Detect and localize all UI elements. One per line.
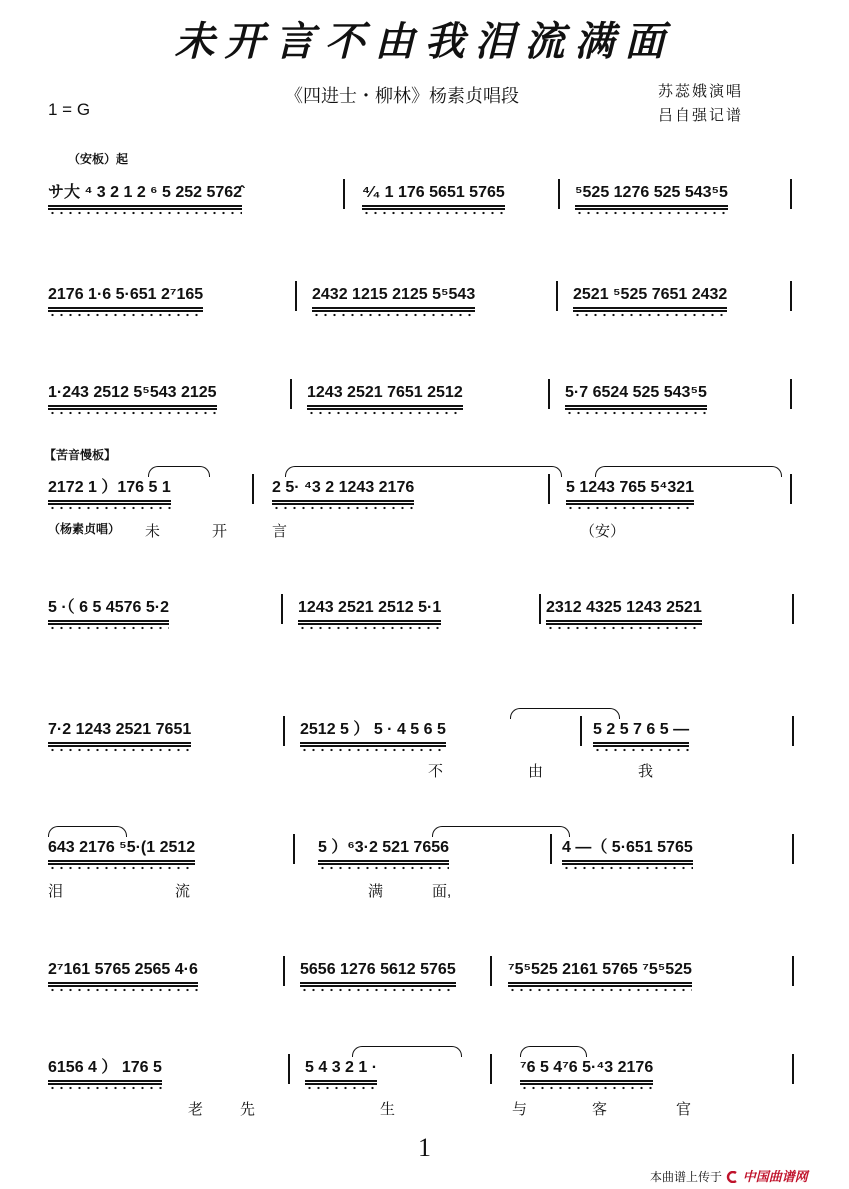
underline-beam (566, 503, 694, 505)
footer-prefix: 本曲谱上传于 (650, 1170, 723, 1184)
lyric-syllable: 与 (512, 1101, 528, 1118)
lyric-syllable: 客 (592, 1101, 608, 1118)
lyric-syllable: 泪 (48, 883, 64, 900)
measure-notes: ⁷5⁵525 2161 5765 ⁷5⁵525 (508, 960, 692, 980)
measure-notes: 5 ·（ 6 5 4576 5·2 (48, 598, 169, 618)
underline-beam (593, 742, 689, 744)
underline-beam (566, 500, 694, 502)
underline-beam (48, 503, 171, 505)
lyric-syllable: 老 (188, 1101, 204, 1118)
octave-dots (48, 748, 191, 752)
measure-notes: 5 1243 765 5⁴321 (566, 478, 694, 498)
octave-dots (300, 748, 446, 752)
underline-beam (318, 860, 449, 862)
measure-notes: サ大 ⁴ 3 2 1 2 ⁶ 5 252 5762̂ (48, 183, 242, 203)
underline-beam (48, 205, 242, 207)
score-line (0, 838, 849, 918)
underline-beam (546, 620, 702, 622)
octave-dots (48, 313, 203, 317)
underline-beam (48, 208, 242, 210)
barline (550, 834, 552, 864)
octave-dots (305, 1086, 377, 1090)
site-logo-icon (725, 1171, 739, 1183)
slur-mark (285, 466, 562, 477)
underline-beam (305, 1083, 377, 1085)
footer-brand: 中国曲谱网 (742, 1169, 808, 1184)
octave-dots (362, 211, 505, 215)
measure-notes: 2312 4325 1243 2521 (546, 598, 702, 618)
underline-beam (48, 1083, 162, 1085)
octave-dots (48, 866, 195, 870)
score-line (0, 183, 849, 263)
underline-beam (48, 982, 198, 984)
score-line (0, 598, 849, 678)
octave-dots (565, 411, 707, 415)
underline-beam (298, 620, 441, 622)
underline-beam (565, 408, 707, 410)
barline (792, 956, 794, 986)
underline-beam (48, 500, 171, 502)
underline-beam (520, 1083, 653, 1085)
measure-notes: 5 2 5 7 6 5 — (593, 720, 689, 740)
octave-dots (573, 313, 727, 317)
octave-dots (508, 988, 692, 992)
underline-beam (362, 208, 505, 210)
octave-dots (298, 626, 441, 630)
barline (556, 281, 558, 311)
page-number: 1 (418, 1133, 431, 1162)
key-signature: 1 = G (48, 100, 91, 119)
lyric-syllable: 先 (240, 1101, 256, 1118)
underline-beam (305, 1080, 377, 1082)
underline-beam (565, 405, 707, 407)
underline-beam (312, 307, 475, 309)
slur-mark (520, 1046, 587, 1057)
score-line (0, 478, 849, 558)
octave-dots (312, 313, 475, 317)
octave-dots (48, 506, 171, 510)
barline (343, 179, 345, 209)
slur-mark (48, 826, 127, 837)
barline (548, 379, 550, 409)
slur-mark (595, 466, 782, 477)
measure-notes: 643 2176 ⁵5·(1 2512 (48, 838, 195, 858)
lyric-syllable: 满 (368, 883, 384, 900)
barline (283, 716, 285, 746)
barline (790, 281, 792, 311)
underline-beam (318, 863, 449, 865)
underline-beam (300, 982, 456, 984)
octave-dots (48, 411, 217, 415)
measure-notes: 1·243 2512 5⁵543 2125 (48, 383, 217, 403)
singer-credit: 苏蕊娥演唱 (658, 83, 744, 100)
barline (293, 834, 295, 864)
lyric-syllable: 面, (432, 883, 452, 900)
barline (548, 474, 550, 504)
barline (792, 716, 794, 746)
measure-notes: 1243 2521 2512 5·1 (298, 598, 441, 618)
lyric-syllable: 生 (380, 1101, 396, 1118)
slur-mark (432, 826, 570, 837)
slur-mark (352, 1046, 462, 1057)
lyric-syllable: 流 (175, 883, 191, 900)
measure-notes: 2172 1 ）176 5 1 (48, 478, 171, 498)
octave-dots (318, 866, 449, 870)
underline-beam (272, 500, 414, 502)
octave-dots (300, 988, 456, 992)
underline-beam (362, 205, 505, 207)
underline-beam (48, 310, 203, 312)
measure-notes: ⁷6 5 4⁷6 5·⁴3 2176 (520, 1058, 653, 1078)
lyric-syllable: 不 (428, 763, 444, 780)
underline-beam (573, 310, 727, 312)
barline (790, 379, 792, 409)
tempo-marker-kuyin: 【苦音慢板】 (44, 448, 117, 462)
barline (792, 594, 794, 624)
measure-notes: 2521 ⁵525 7651 2432 (573, 285, 727, 305)
score-title: 未开言不由我泪流满面 (174, 18, 675, 65)
barline (580, 716, 582, 746)
barline (490, 1054, 492, 1084)
octave-dots (307, 411, 463, 415)
lyric-syllable: 由 (528, 763, 544, 780)
underline-beam (48, 863, 195, 865)
underline-beam (307, 405, 463, 407)
underline-beam (300, 742, 446, 744)
measure-notes: 6156 4 ） 176 5 (48, 1058, 162, 1078)
octave-dots (48, 211, 242, 215)
octave-dots (593, 748, 689, 752)
underline-beam (508, 982, 692, 984)
underline-beam (298, 623, 441, 625)
measure-notes: 2512 5 ） 5 · 4 5 6 5 (300, 720, 446, 740)
octave-dots (48, 1086, 162, 1090)
underline-beam (312, 310, 475, 312)
barline (281, 594, 283, 624)
octave-dots (520, 1086, 653, 1090)
barline (290, 379, 292, 409)
underline-beam (546, 623, 702, 625)
underline-beam (48, 745, 191, 747)
underline-beam (48, 623, 169, 625)
measure-notes: 7·2 1243 2521 7651 (48, 720, 191, 740)
barline (252, 474, 254, 504)
slur-mark (510, 708, 620, 719)
octave-dots (48, 626, 169, 630)
underline-beam (48, 408, 217, 410)
underline-beam (272, 503, 414, 505)
octave-dots (566, 506, 694, 510)
measure-notes: 5 ）⁶3·2 521 7656 (318, 838, 449, 858)
lyric-syllable: （安） (580, 523, 626, 540)
underline-beam (300, 985, 456, 987)
barline (792, 834, 794, 864)
underline-beam (593, 745, 689, 747)
barline (790, 179, 792, 209)
underline-beam (48, 860, 195, 862)
barline (288, 1054, 290, 1084)
score-line (0, 960, 849, 1040)
lyric-syllable: 言 (272, 523, 288, 540)
measure-notes: 2176 1·6 5·651 2⁷165 (48, 285, 203, 305)
underline-beam (307, 408, 463, 410)
underline-beam (48, 620, 169, 622)
barline (295, 281, 297, 311)
octave-dots (546, 626, 702, 630)
measure-notes: ⁴⁄₄ 1 176 5651 5765 (362, 183, 505, 203)
lyric-syllable: 我 (638, 763, 654, 780)
underline-beam (520, 1080, 653, 1082)
score-line (0, 383, 849, 463)
underline-beam (508, 985, 692, 987)
footer-credit (650, 1166, 808, 1185)
lyric-line (0, 520, 849, 542)
underline-beam (48, 1080, 162, 1082)
octave-dots (562, 866, 693, 870)
barline (490, 956, 492, 986)
tempo-marker-anban: （安板）起 (68, 152, 129, 166)
lyric-syllable: 未 (145, 523, 161, 540)
measure-notes: 2 5· ⁴3 2 1243 2176 (272, 478, 414, 498)
underline-beam (562, 860, 693, 862)
barline (539, 594, 541, 624)
underline-beam (48, 307, 203, 309)
lyric-line (0, 880, 849, 902)
underline-beam (575, 208, 728, 210)
lyric-line (0, 1098, 849, 1120)
transcriber-credit: 吕自强记谱 (658, 107, 744, 124)
underline-beam (300, 745, 446, 747)
measure-notes: 1243 2521 7651 2512 (307, 383, 463, 403)
measure-notes: 4 —（ 5·651 5765 (562, 838, 693, 858)
slur-mark (148, 466, 210, 477)
octave-dots (575, 211, 728, 215)
lyric-syllable: 开 (212, 523, 228, 540)
measure-notes: 2432 1215 2125 5⁵543 (312, 285, 475, 305)
measure-notes: 5656 1276 5612 5765 (300, 960, 456, 980)
lyric-syllable: （杨素贞唱） (48, 522, 121, 536)
barline (283, 956, 285, 986)
octave-dots (48, 988, 198, 992)
score-subtitle: 《四进士・柳林》杨素贞唱段 (285, 86, 519, 106)
octave-dots (272, 506, 414, 510)
lyric-line (0, 760, 849, 782)
barline (792, 1054, 794, 1084)
underline-beam (48, 405, 217, 407)
measure-notes: ⁵525 1276 525 543⁵5 (575, 183, 728, 203)
barline (790, 474, 792, 504)
measure-notes: 5 4 3 2 1 · (305, 1058, 377, 1078)
underline-beam (562, 863, 693, 865)
measure-notes: 2⁷161 5765 2565 4·6 (48, 960, 198, 980)
underline-beam (575, 205, 728, 207)
score-line (0, 285, 849, 365)
underline-beam (48, 742, 191, 744)
barline (558, 179, 560, 209)
underline-beam (573, 307, 727, 309)
underline-beam (48, 985, 198, 987)
measure-notes: 5·7 6524 525 543⁵5 (565, 383, 707, 403)
lyric-syllable: 官 (676, 1101, 692, 1118)
